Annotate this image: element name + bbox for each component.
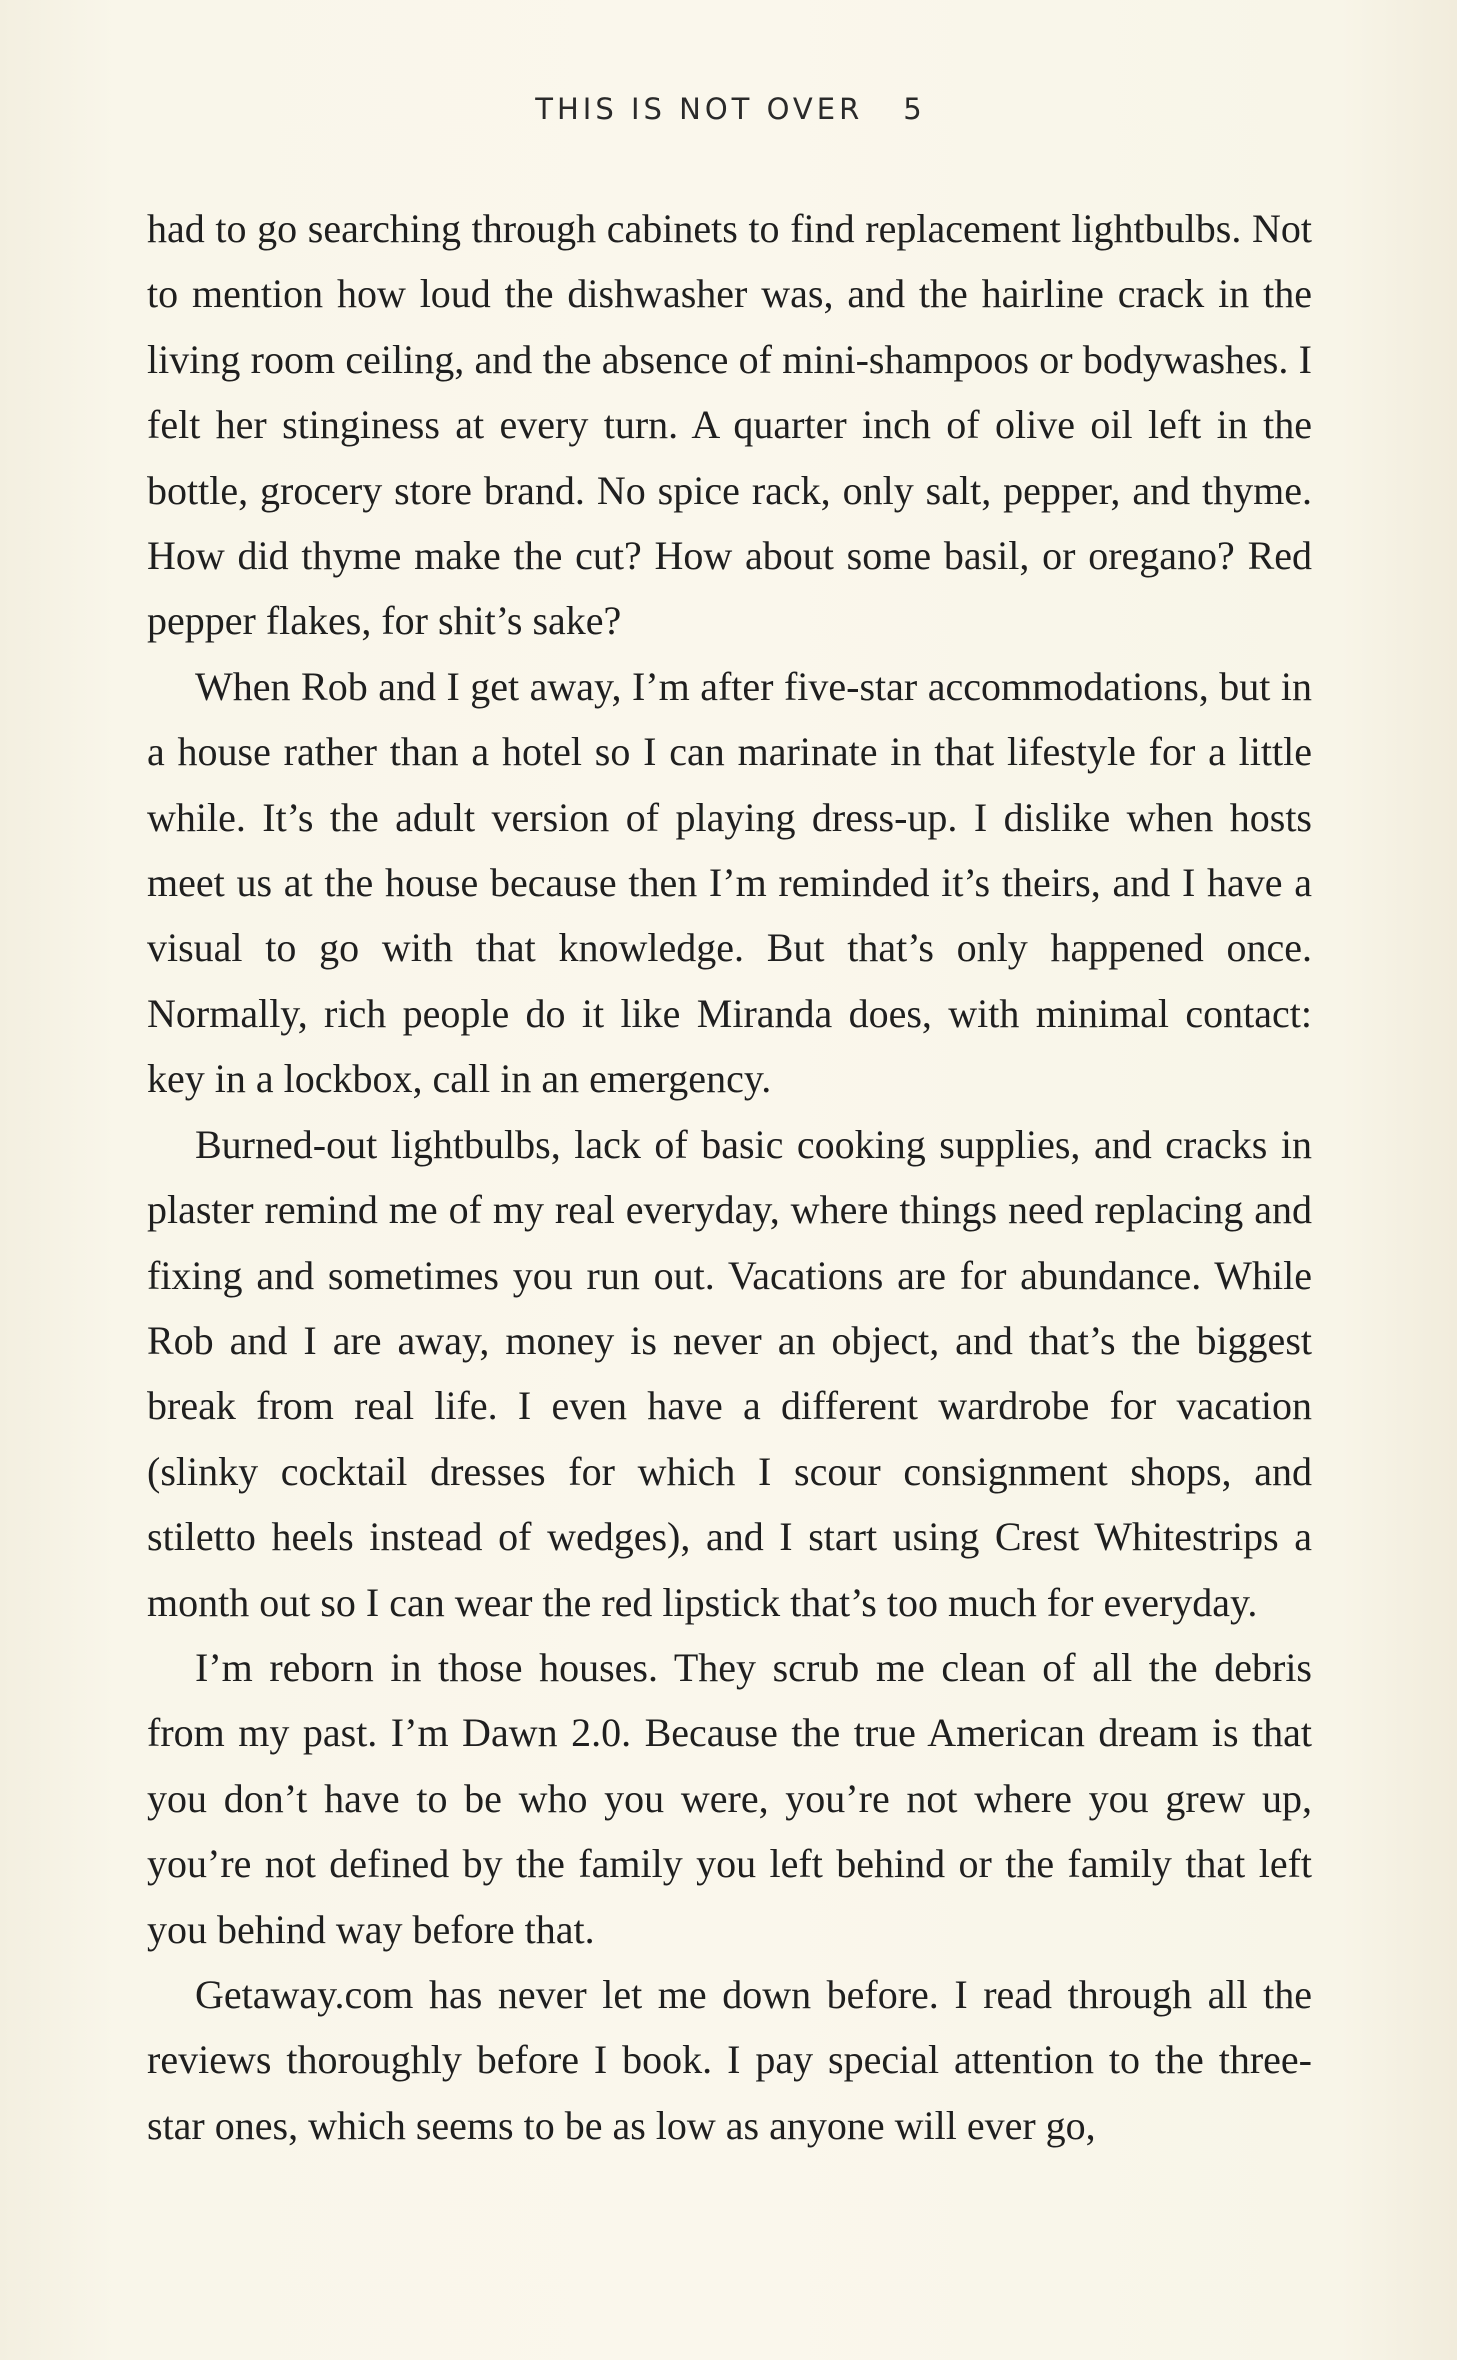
running-title: THIS IS NOT OVER <box>535 92 864 126</box>
paragraph-3: Burned-out lightbulbs, lack of basic cooking supplies, and cracks in plaster remind me of my real everyday, where things need replacing and fixing and sometimes you run out. Vacations are for abundance. While Rob and I are away, money is never an object, and that’s the biggest break from real life. I even have a different wardrobe for vacation (slinky cocktail dresses for which I scour consignment shops, and stiletto heels instead of wedges), and I start using Crest Whitestrips a month out so I can wear the red lipstick that’s too much for everyday. <box>147 1121 1312 1625</box>
running-head <box>0 92 1457 126</box>
paragraph-2: When Rob and I get away, I’m after five-star accommodations, but in a house rather than a hotel so I can marinate in that lifestyle for a little while. It’s the adult version of playing dress-up. I dislike when hosts meet us at the house because then I’m reminded it’s theirs, and I have a visual to go with that knowledge. But that’s only happened once. Normally, rich people do it like Miranda does, with minimal contact: key in a lockbox, call in an emergency. <box>147 663 1312 1102</box>
paragraph-4: I’m reborn in those houses. They scrub me clean of all the debris from my past. I’m Dawn 2.0. Because the true American dream is that you don’t have to be who you were, you’re not where you grew up, you’re not defined by the family you left behind or the family that left you behind way before that. <box>147 1644 1312 1952</box>
paragraph-1: had to go searching through cabinets to find replacement lightbulbs. Not to mention how loud the dishwasher was, and the hairline crack in the living room ceiling, and the absence of mini-shampoos or bodywashes. I felt her stinginess at every turn. A quarter inch of olive oil left in the bottle, grocery store brand. No spice rack, only salt, pepper, and thyme. How did thyme make the cut? How about some basil, or oregano? Red pepper flakes, for shit’s sake? <box>147 206 1312 644</box>
body-text <box>147 196 1312 2158</box>
page-number: 5 <box>903 92 922 126</box>
paragraph-5: Getaway.com has never let me down before. I read through all the reviews thoroughly before I book. I pay special attention to the three-star ones, which seems to be as low as anyone will ever go, <box>147 1971 1312 2148</box>
